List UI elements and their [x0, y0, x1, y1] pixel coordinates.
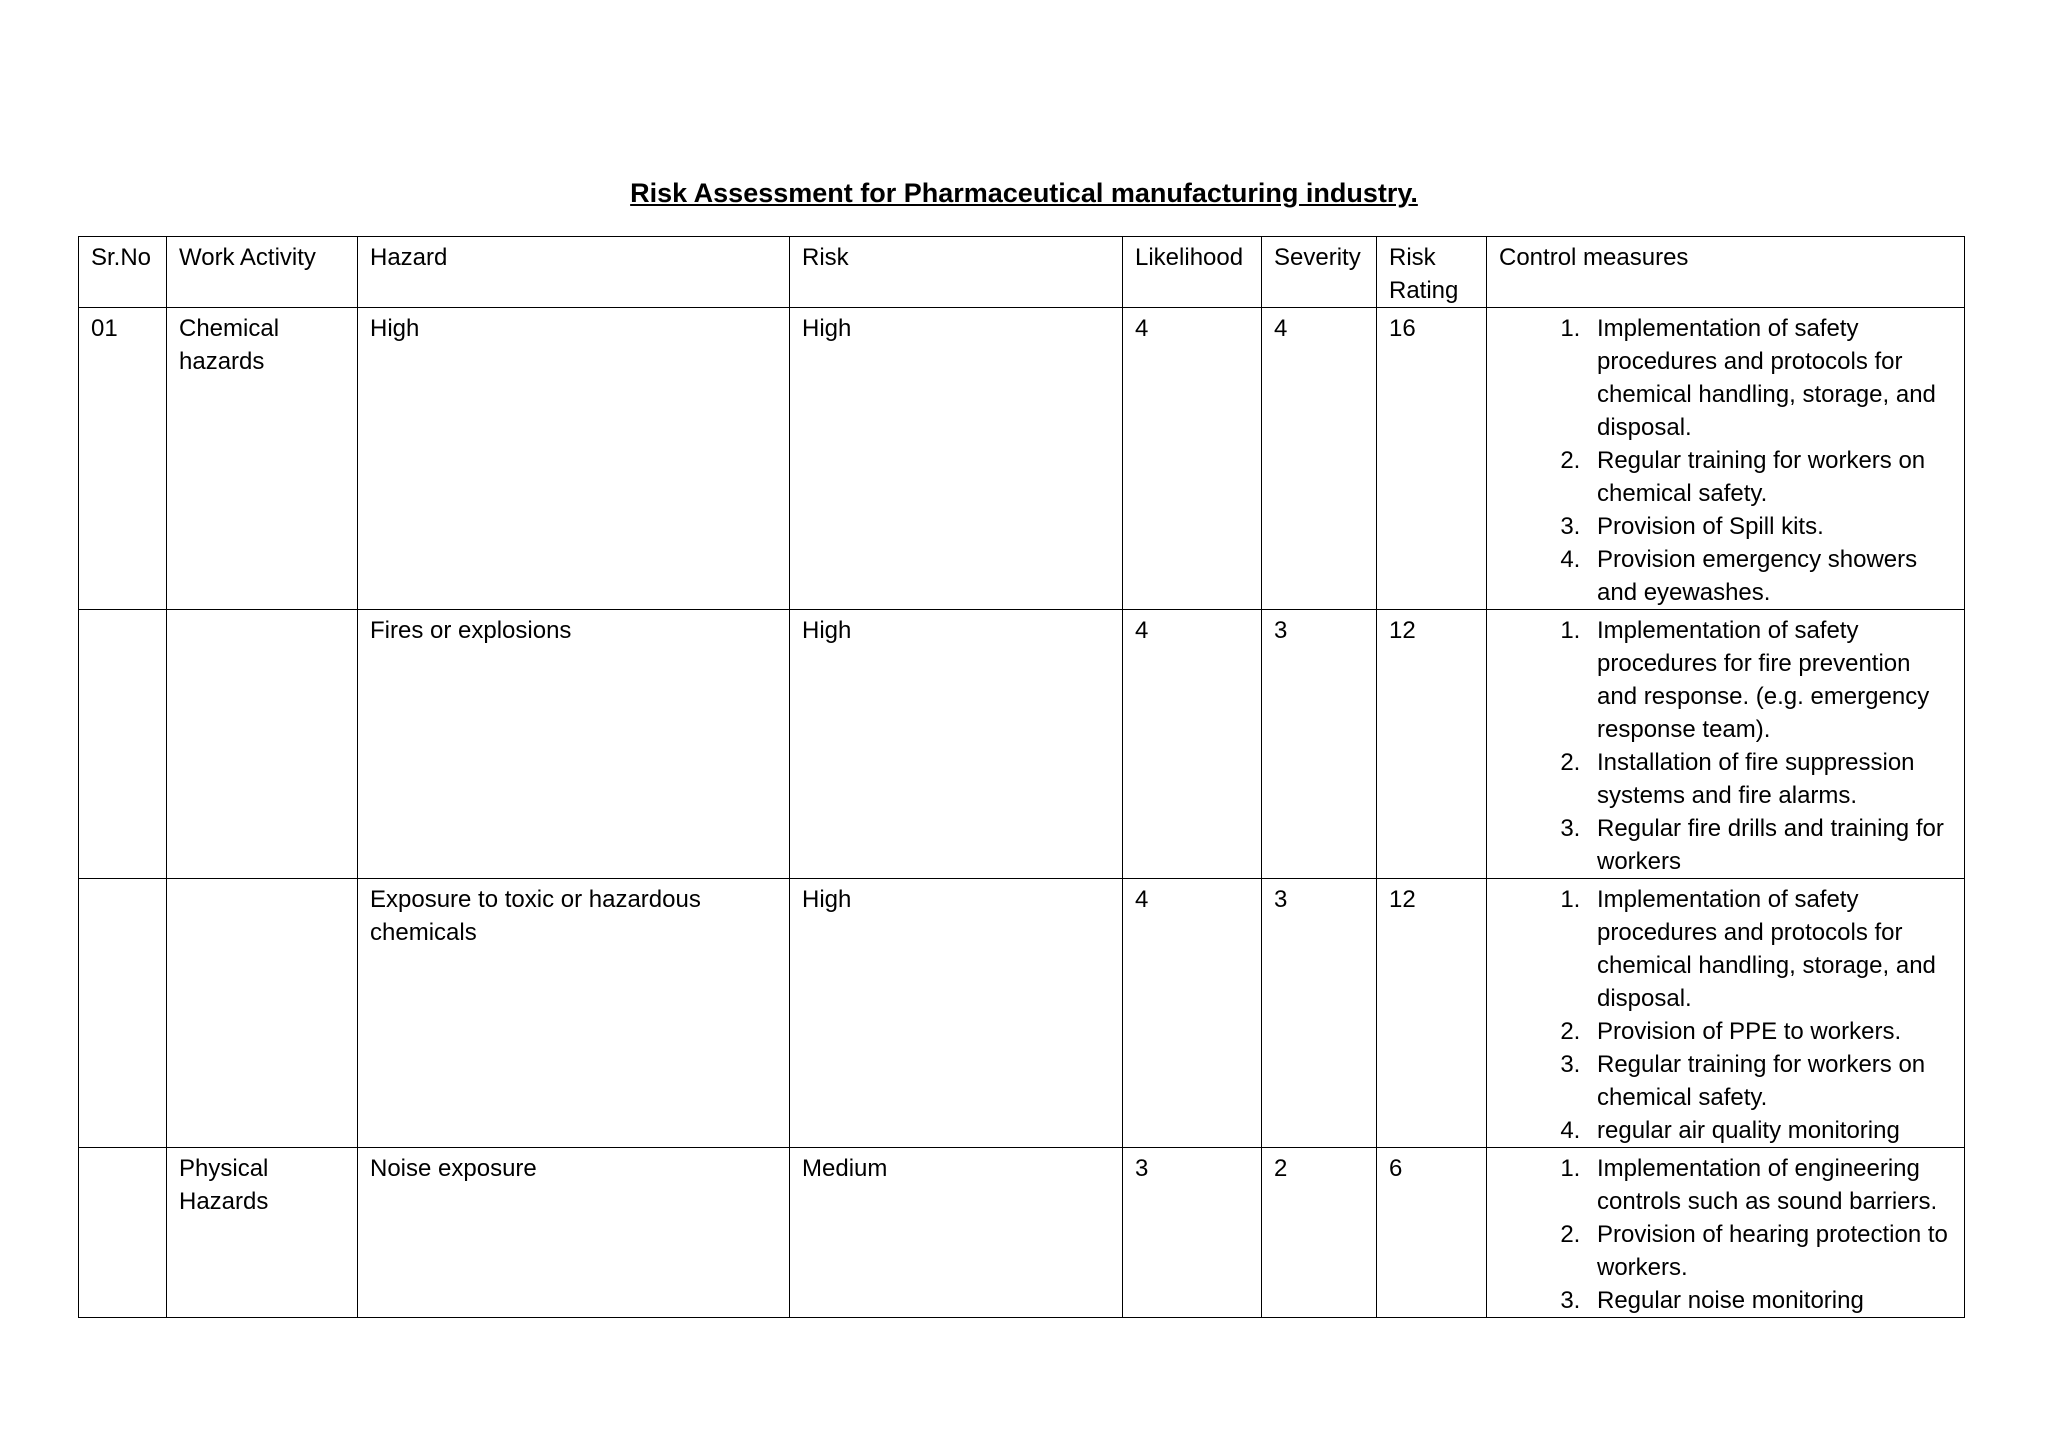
table-row: [79, 1148, 1965, 1318]
severity-cell: 4: [1262, 308, 1377, 610]
control-measure-item: 1. Implementation of safety procedures and protocols for chemical handling, storage, and disposal.: [1587, 883, 1952, 1015]
header-row: [79, 237, 1965, 308]
risk-rating-cell: 6: [1377, 1148, 1487, 1318]
column-header-control-measures: Control measures: [1487, 237, 1965, 308]
table-row: [79, 610, 1965, 879]
column-header-likelihood: Likelihood: [1123, 237, 1262, 308]
control-measures-cell: [1487, 1148, 1965, 1318]
risk-cell: High: [790, 308, 1123, 610]
control-measures-list: [1499, 1152, 1952, 1317]
control-measure-item: 3. Regular training for workers on chemical safety.: [1587, 1048, 1952, 1114]
risk-cell: High: [790, 610, 1123, 879]
sr-no-cell: 01: [79, 308, 167, 610]
risk-cell: Medium: [790, 1148, 1123, 1318]
severity-cell: 2: [1262, 1148, 1377, 1318]
document-title: Risk Assessment for Pharmaceutical manufacturing industry.: [630, 178, 1418, 208]
hazard-cell: Fires or explosions: [358, 610, 790, 879]
column-header-sr-no: Sr.No: [79, 237, 167, 308]
sr-no-cell: [79, 879, 167, 1148]
likelihood-cell: 4: [1123, 610, 1262, 879]
control-measures-list: [1499, 883, 1952, 1147]
control-measure-item: 4. regular air quality monitoring: [1587, 1114, 1952, 1147]
hazard-cell: High: [358, 308, 790, 610]
control-measures-cell: [1487, 308, 1965, 610]
column-header-severity: Severity: [1262, 237, 1377, 308]
control-measures-cell: [1487, 879, 1965, 1148]
column-header-risk-rating: Risk Rating: [1377, 237, 1487, 308]
likelihood-cell: 4: [1123, 879, 1262, 1148]
likelihood-cell: 4: [1123, 308, 1262, 610]
risk-rating-cell: 12: [1377, 610, 1487, 879]
control-measure-item: 3. Regular noise monitoring: [1587, 1284, 1952, 1317]
sr-no-cell: [79, 610, 167, 879]
control-measure-item: 1. Implementation of safety procedures for fire prevention and response. (e.g. emergency response team).: [1587, 614, 1952, 746]
control-measures-list: [1499, 312, 1952, 609]
control-measures-cell: [1487, 610, 1965, 879]
risk-assessment-table: [78, 236, 1965, 1318]
risk-cell: High: [790, 879, 1123, 1148]
control-measure-item: 1. Implementation of engineering controls such as sound barriers.: [1587, 1152, 1952, 1218]
control-measure-item: 3. Regular fire drills and training for workers: [1587, 812, 1952, 878]
hazard-cell: Exposure to toxic or hazardous chemicals: [358, 879, 790, 1148]
control-measure-item: 2. Installation of fire suppression systems and fire alarms.: [1587, 746, 1952, 812]
control-measures-list: [1499, 614, 1952, 878]
risk-rating-cell: 12: [1377, 879, 1487, 1148]
hazard-cell: Noise exposure: [358, 1148, 790, 1318]
control-measure-item: 4. Provision emergency showers and eyewashes.: [1587, 543, 1952, 609]
column-header-hazard: Hazard: [358, 237, 790, 308]
work-activity-cell: [167, 879, 358, 1148]
control-measure-item: 2. Regular training for workers on chemical safety.: [1587, 444, 1952, 510]
control-measure-item: 3. Provision of Spill kits.: [1587, 510, 1952, 543]
table-row: [79, 308, 1965, 610]
likelihood-cell: 3: [1123, 1148, 1262, 1318]
severity-cell: 3: [1262, 879, 1377, 1148]
work-activity-cell: Chemical hazards: [167, 308, 358, 610]
control-measure-item: 2. Provision of hearing protection to workers.: [1587, 1218, 1952, 1284]
control-measure-item: 2. Provision of PPE to workers.: [1587, 1015, 1952, 1048]
control-measure-item: 1. Implementation of safety procedures and protocols for chemical handling, storage, and disposal.: [1587, 312, 1952, 444]
work-activity-cell: [167, 610, 358, 879]
severity-cell: 3: [1262, 610, 1377, 879]
table-row: [79, 879, 1965, 1148]
column-header-work-activity: Work Activity: [167, 237, 358, 308]
risk-rating-cell: 16: [1377, 308, 1487, 610]
column-header-risk: Risk: [790, 237, 1123, 308]
work-activity-cell: Physical Hazards: [167, 1148, 358, 1318]
sr-no-cell: [79, 1148, 167, 1318]
